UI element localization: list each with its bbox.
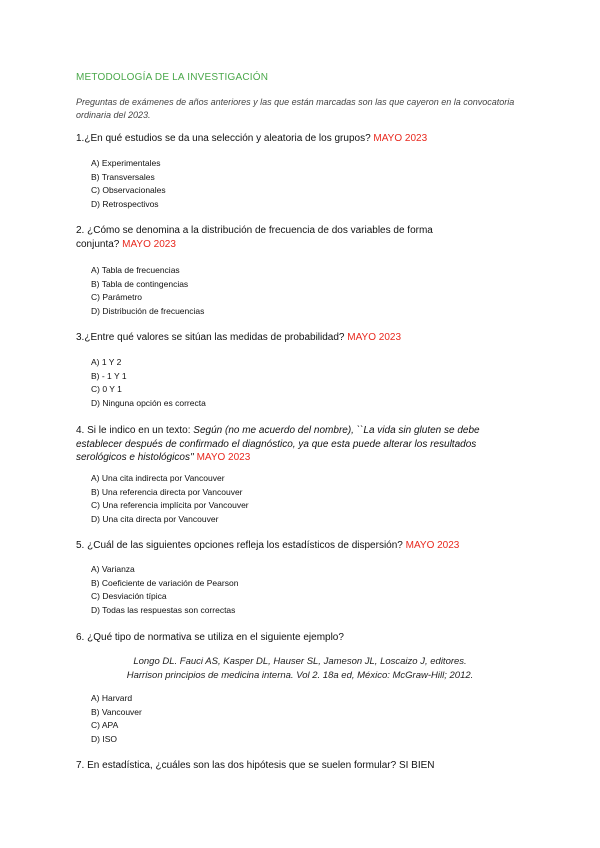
question-7 [76,759,536,773]
option-item: D) Distribución de frecuencias [91,306,205,317]
option-item: C) Desviación típica [91,591,167,602]
option-item: D) Una cita directa por Vancouver [91,514,219,525]
question-text: 4. Si le indico en un texto: [76,425,194,436]
option-item: A) Tabla de frecuencias [91,265,180,275]
option-item: D) ISO [91,734,117,745]
reference-example [76,655,524,683]
exam-tag: MAYO 2023 [405,540,460,551]
option-item: C) Parámetro [91,292,143,303]
question-1 [76,132,516,146]
question-text: 5. ¿Cuál de las siguientes opciones refleja los estadísticos de dispersión? [76,540,403,551]
option-item: B) Una referencia directa por Vancouver [91,486,243,497]
reference-line: Longo DL. Fauci AS, Kasper DL, Hauser SL, Jameson JL, Loscaizo J, editores. [133,656,467,667]
option-item: C) APA [91,720,119,731]
option-item: A) 1 Y 2 [91,357,122,367]
option-item: B) Coeficiente de variación de Pearson [91,577,239,588]
options-q3 [91,356,206,411]
intro-note: Preguntas de exámenes de años anteriores y las que están marcadas son las que cayeron en la convocatoria ordinaria del 2023. [76,97,515,120]
option-item: A) Harvard [91,693,133,703]
options-q5 [91,563,238,618]
question-2 [76,224,476,251]
quoted-text: Según (no me acuerdo del nombre), ``La vida sin gluten se debe establecer después de confirmado el diagnóstico, ya que esta puede alterar los resultados serológicos e histológicos'' [76,425,480,463]
options-q1 [91,157,166,212]
option-item: C) Observacionales [91,185,166,196]
exam-tag: MAYO 2023 [196,452,251,463]
option-item: D) Retrospectivos [91,199,159,210]
question-5 [76,539,536,553]
question-text: 1.¿En qué estudios se da una selección y aleatoria de los grupos? [76,133,371,144]
options-q4 [91,472,249,527]
option-item: B) Tabla de contingencias [91,278,189,289]
question-text: 6. ¿Qué tipo de normativa se utiliza en el siguiente ejemplo? [76,632,344,643]
question-4 [76,424,521,465]
reference-line: Harrison principios de medicina interna. Vol 2. 18a ed, México: McGraw-Hill; 2012. [126,670,474,681]
question-text: 2. ¿Cómo se denomina a la distribución de frecuencia de dos variables de forma conjunta? [76,225,433,250]
option-item: B) Vancouver [91,706,142,717]
question-text: 3.¿Entre qué valores se sitúan las medidas de probabilidad? [76,332,345,343]
question-6 [76,631,516,645]
option-item: B) - 1 Y 1 [91,370,127,381]
exam-tag: MAYO 2023 [122,238,176,250]
option-item: A) Varianza [91,564,135,574]
option-item: D) Todas las respuestas son correctas [91,605,236,616]
options-q2 [91,264,204,319]
option-item: B) Transversales [91,171,155,182]
option-item: C) Una referencia implícita por Vancouver [91,500,249,511]
question-3 [76,331,516,345]
question-text: 7. En estadística, ¿cuáles son las dos hipótesis que se suelen formular? SI BIEN [76,760,435,771]
option-item: A) Una cita indirecta por Vancouver [91,473,225,483]
exam-tag: MAYO 2023 [373,133,428,144]
option-item: D) Ninguna opción es correcta [91,398,206,409]
exam-tag: MAYO 2023 [347,332,402,343]
option-item: C) 0 Y 1 [91,384,122,395]
option-item: A) Experimentales [91,158,161,168]
document-title: METODOLOGÍA DE LA INVESTIGACIÓN [76,72,269,83]
options-q6 [91,692,142,747]
